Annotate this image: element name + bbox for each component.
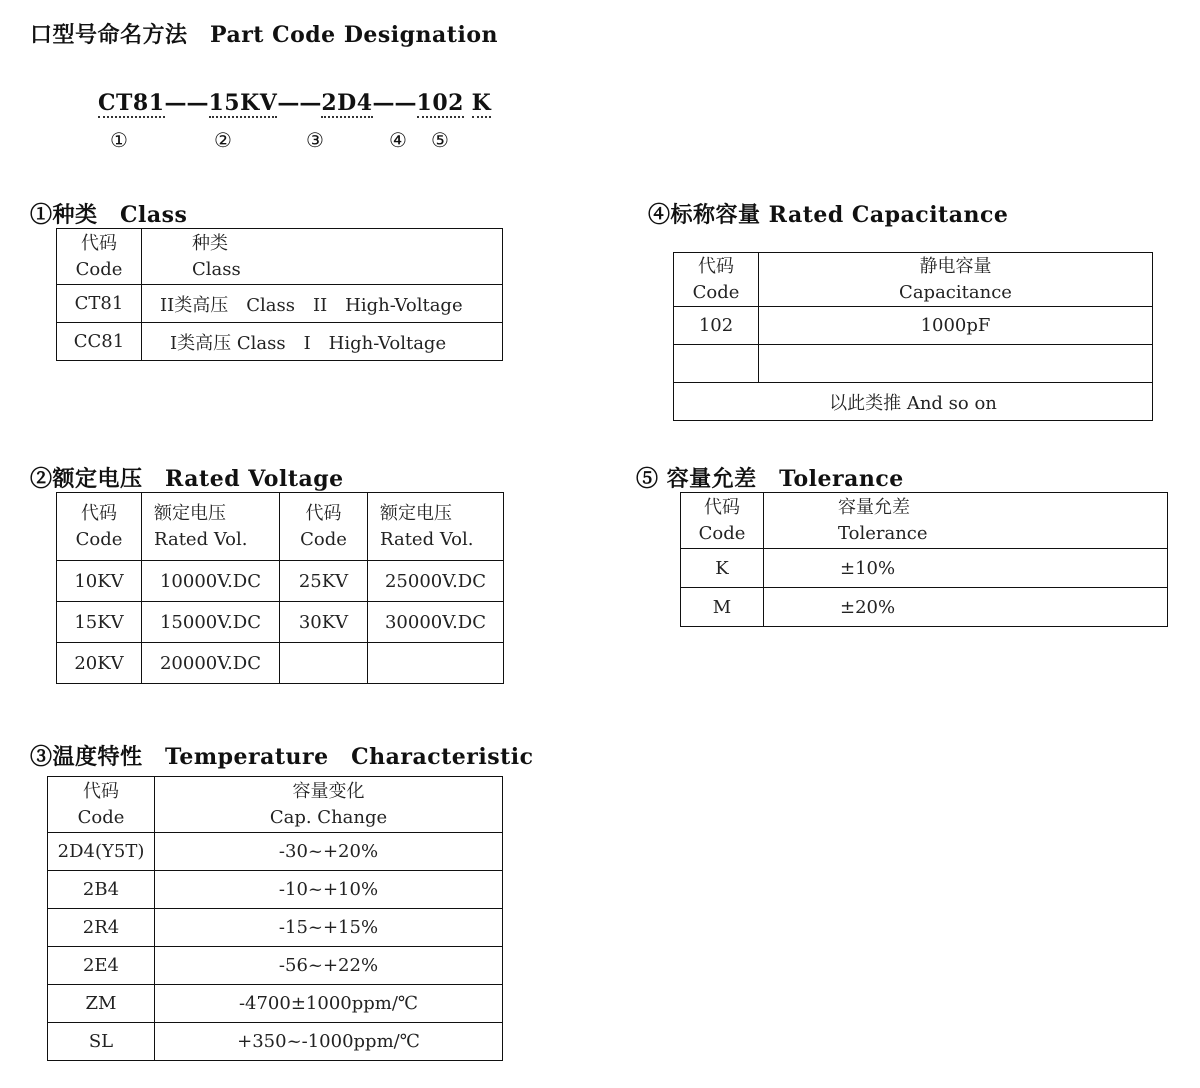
temp-change: -10~+10% xyxy=(155,871,503,909)
voltage-code: 10KV xyxy=(57,561,142,602)
tol-code: K xyxy=(681,549,764,588)
table-row xyxy=(674,307,1153,345)
header-code-cn: 代码 xyxy=(81,232,117,254)
marker-4: ④ xyxy=(389,128,407,152)
code-dash: —— xyxy=(372,90,417,116)
header-tol-en: Tolerance xyxy=(838,522,928,544)
voltage-code: 15KV xyxy=(57,602,142,643)
code-part-capacitance: 102 xyxy=(416,90,464,116)
header-code-cn: 代码 xyxy=(83,780,119,802)
cap-code xyxy=(674,345,759,383)
code-part-voltage: 15KV xyxy=(208,90,278,116)
voltage-value: 10000V.DC xyxy=(142,561,280,602)
cap-footer-note: 以此类推 And so on xyxy=(674,383,1153,421)
header-code-en: Code xyxy=(300,528,347,550)
table-row xyxy=(57,643,504,684)
table-row xyxy=(48,909,503,947)
code-dash: —— xyxy=(164,90,209,116)
code-part-temp: 2D4 xyxy=(321,90,373,116)
table-row xyxy=(57,602,504,643)
header-code-cn: 代码 xyxy=(698,255,734,277)
header-class-en: Class xyxy=(192,258,241,280)
header-change-cn: 容量变化 xyxy=(292,780,365,802)
voltage-table xyxy=(56,492,504,684)
cap-value: 1000pF xyxy=(759,307,1153,345)
header-code-cn: 代码 xyxy=(81,502,117,524)
header-vol-en: Rated Vol. xyxy=(380,528,474,550)
header-cap-en: Capacitance xyxy=(899,281,1012,303)
temp-code: 2E4 xyxy=(48,947,155,985)
tol-value: ±20% xyxy=(764,588,1168,627)
table-row xyxy=(48,1023,503,1061)
tolerance-table xyxy=(680,492,1168,627)
table-header-row xyxy=(681,493,1168,549)
voltage-value: 30000V.DC xyxy=(368,602,504,643)
header-code-cn: 代码 xyxy=(704,496,740,518)
table-row xyxy=(48,871,503,909)
header-code-en: Code xyxy=(75,528,123,550)
code-dash: —— xyxy=(277,90,322,116)
cap-code: 102 xyxy=(674,307,759,345)
table-row xyxy=(57,323,503,361)
page-title: 口型号命名方法 Part Code Designation xyxy=(30,22,498,48)
temp-code: 2D4(Y5T) xyxy=(48,833,155,871)
cap-value xyxy=(759,345,1153,383)
voltage-value: 20000V.DC xyxy=(142,643,280,684)
header-class-cn: 种类 xyxy=(192,232,228,254)
table-row xyxy=(674,345,1153,383)
header-vol-cn: 额定电压 xyxy=(380,502,452,524)
tol-value: ±10% xyxy=(764,549,1168,588)
class-heading: ①种类 Class xyxy=(30,202,188,228)
header-cap-cn: 静电容量 xyxy=(919,255,992,277)
table-row xyxy=(681,588,1168,627)
voltage-value xyxy=(368,643,504,684)
header-vol-cn: 额定电压 xyxy=(154,502,226,524)
tolerance-heading: ⑤ 容量允差 Tolerance xyxy=(636,466,904,492)
class-table xyxy=(56,228,503,361)
header-code-en: Code xyxy=(77,806,125,828)
temp-change: -56~+22% xyxy=(155,947,503,985)
temp-change: -15~+15% xyxy=(155,909,503,947)
voltage-value: 15000V.DC xyxy=(142,602,280,643)
class-code: CC81 xyxy=(57,323,142,361)
voltage-value: 25000V.DC xyxy=(368,561,504,602)
temp-heading: ③温度特性 Temperature Characteristic xyxy=(30,744,534,770)
table-footer-row xyxy=(674,383,1153,421)
table-header-row xyxy=(48,777,503,833)
table-header-row xyxy=(57,229,503,285)
voltage-heading: ②额定电压 Rated Voltage xyxy=(30,466,344,492)
capacitance-table xyxy=(673,252,1153,421)
temp-code: 2B4 xyxy=(48,871,155,909)
voltage-code xyxy=(280,643,368,684)
temp-change: +350~-1000ppm/℃ xyxy=(155,1023,503,1061)
table-row xyxy=(48,985,503,1023)
header-code-en: Code xyxy=(692,281,740,303)
temp-code: SL xyxy=(48,1023,155,1061)
marker-3: ③ xyxy=(306,128,324,152)
class-desc: I类高压 Class I High-Voltage xyxy=(142,323,503,361)
header-vol-en: Rated Vol. xyxy=(154,528,248,550)
temp-change: -30~+20% xyxy=(155,833,503,871)
marker-2: ② xyxy=(214,128,232,152)
marker-5: ⑤ xyxy=(431,128,449,152)
table-row xyxy=(57,285,503,323)
code-part-class: CT81 xyxy=(98,90,165,116)
header-code-en: Code xyxy=(698,522,746,544)
part-code-line xyxy=(98,90,491,116)
temp-change: -4700±1000ppm/℃ xyxy=(155,985,503,1023)
temp-code: 2R4 xyxy=(48,909,155,947)
header-change-en: Cap. Change xyxy=(269,806,388,828)
class-code: CT81 xyxy=(57,285,142,323)
table-header-row xyxy=(674,253,1153,307)
table-row xyxy=(48,947,503,985)
code-part-tolerance: K xyxy=(471,90,492,116)
marker-1: ① xyxy=(110,128,128,152)
table-row xyxy=(681,549,1168,588)
capacitance-heading: ④标称容量 Rated Capacitance xyxy=(648,202,1009,228)
voltage-code: 20KV xyxy=(57,643,142,684)
temp-table xyxy=(47,776,503,1061)
header-tol-cn: 容量允差 xyxy=(838,496,910,518)
voltage-code: 25KV xyxy=(280,561,368,602)
tol-code: M xyxy=(681,588,764,627)
table-header-row xyxy=(57,493,504,561)
class-desc: II类高压 Class II High-Voltage xyxy=(142,285,503,323)
table-row xyxy=(48,833,503,871)
voltage-code: 30KV xyxy=(280,602,368,643)
temp-code: ZM xyxy=(48,985,155,1023)
table-row xyxy=(57,561,504,602)
header-code-cn: 代码 xyxy=(305,502,342,524)
header-code-en: Code xyxy=(75,258,123,280)
